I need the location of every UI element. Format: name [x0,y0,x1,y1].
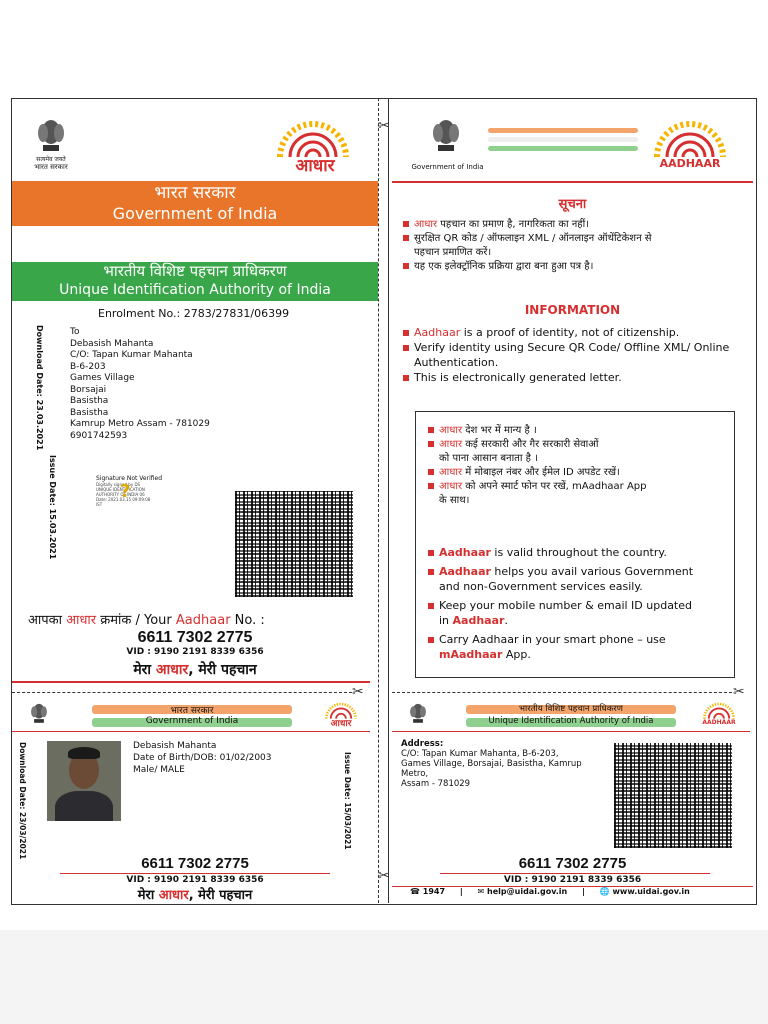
uidai-hindi: भारतीय विशिष्ट पहचान प्राधिकरण [103,262,287,280]
cut-line-horizontal [392,692,732,693]
aadhaar-logo-text: AADHAAR [659,157,721,170]
scissors-icon: ✂ [378,868,390,884]
address-label: Address: [401,739,444,749]
red-rule [12,731,370,732]
notice-item: यह एक इलेक्ट्रॉनिक प्रक्रिया द्वारा बना हुआ पत्र है। [403,260,748,274]
card-tagline: मेरा आधार, मेरी पहचान [137,888,253,903]
download-date: Download Date: 23.03.2021 [35,325,44,451]
card-uidai-english: Unique Identification Authority of India [488,716,654,726]
aadhaar-logo-text: AADHAAR [702,719,736,726]
card-gov-english: Government of India [145,716,239,726]
scissors-icon: ✂ [352,684,364,700]
card-download-date: Download Date: 23/03/2021 [18,742,27,860]
info-item: This is electronically generated letter. [403,370,748,385]
benefits-hindi [428,424,728,508]
card-gov-hindi: भारत सरकार [170,706,214,716]
signature-validity-icon: ? [120,481,131,502]
notice-item: आधार पहचान का प्रमाण है, नागरिकता का नहीं। [403,218,748,232]
background-shade [0,930,768,1024]
signature-status: Signature Not Verified [96,475,163,482]
tricolor-stripe-orange [488,128,638,133]
gov-english-small: Government of India [411,163,484,171]
notice-title: सूचना [558,197,587,212]
card-back-aadhaar-number: 6611 7302 2775 [518,855,627,872]
scissors-icon: ✂ [733,684,745,700]
info-item: Verify identity using Secure QR Code/ Offline XML/ Online [403,340,748,355]
enrolment-number: Enrolment No.: 2783/27831/06399 [98,307,290,320]
benefit-item: Aadhaar helps you avail various Government [428,564,728,579]
holder-dob: Date of Birth/DOB: 01/02/2003 [133,753,272,763]
aadhaar-number: 6611 7302 2775 [137,629,253,646]
address-line: Borsajai [70,384,107,395]
card-vid: VID : 9190 2191 8339 6356 [126,875,264,885]
red-rule [440,873,710,874]
address-line: B-6-203 [70,361,106,372]
card-back-vid: VID : 9190 2191 8339 6356 [503,875,642,885]
address-line: To [70,327,80,337]
red-rule [12,681,370,683]
cut-line-horizontal [12,692,352,693]
holder-photo [47,741,121,821]
benefit-item: Carry Aadhaar in your smart phone – use [428,632,728,647]
card-aadhaar-number: 6611 7302 2775 [141,855,249,872]
info-title: INFORMATION [524,303,621,317]
national-emblem-icon [407,700,429,730]
gov-hindi: भारत सरकार [154,183,236,203]
address-line: C/O: Tapan Kumar Mahanta [70,350,193,360]
government-band [12,181,378,226]
benefit-item-cont: and non-Government services easily. [439,580,643,593]
info-list [403,325,748,385]
uidai-english: Unique Identification Authority of India [59,282,331,298]
helpline-number: 1947 [422,887,446,896]
contact-footer: ☎ 1947 | ✉ help@uidai.gov.in | 🌐 www.uidai.gov.in [410,887,690,896]
help-email: help@uidai.gov.in [487,887,568,896]
notice-item-cont: पहचान प्रमाणित करें। [414,247,492,258]
aadhaar-logo [697,700,741,730]
benefits-english [428,545,728,662]
info-item: Aadhaar is a proof of identity, not of citizenship. [403,325,748,340]
cut-line-vertical [378,98,379,903]
vid-number: VID : 9190 2191 8339 6356 [126,647,264,657]
tricolor-stripe-green [488,146,638,151]
notice-list [403,218,748,274]
benefit-item: Aadhaar is valid throughout the country. [428,545,728,560]
qr-code [235,491,353,597]
address-line: Basistha [70,396,109,406]
emblem-caption: सत्यमेव जयते [36,156,66,163]
red-rule [392,181,753,183]
holder-name: Debasish Mahanta [133,741,217,751]
digital-signature [96,475,206,507]
benefit-item: Keep your mobile number & email ID updated [428,598,728,613]
benefit-item-cont: के साथ। [439,495,470,506]
globe-icon: 🌐 [599,887,610,896]
aadhaar-logo [268,115,358,177]
holder-details [133,740,343,776]
scissors-icon: ✂ [378,118,390,134]
signature-details: Digitally signed by DS UNIQUE IDENTIFICATION AUTHORITY OF INDIA 06 Date: 2021.03.15 09:09:08 IST [96,482,151,507]
tricolor-stripe-white [488,137,638,142]
phone-icon: ☎ [410,887,420,896]
holder-gender: Male/ MALE [133,765,185,775]
gov-english: Government of India [112,204,278,223]
benefit-item: आधार देश भर में मान्य है । [428,424,728,438]
aadhaar-logo [645,115,735,177]
red-rule [60,873,330,874]
benefit-item-cont: in Aadhaar. [439,614,508,627]
uidai-band [12,262,378,301]
address-line: Basistha [70,407,109,418]
benefit-item-cont: को पाना आसान बनाता है । [439,453,538,464]
notice-item: सुरक्षित QR कोड / ऑफलाइन XML / ऑनलाइन ऑथेंटिकेशन से [403,232,748,246]
card-uidai-hindi: भारतीय विशिष्ट पहचान प्राधिकरण [519,704,623,714]
email-icon: ✉ [477,887,485,896]
benefit-item-cont: mAadhaar App. [439,648,531,661]
aadhaar-logo-text: आधार [295,156,335,176]
address-line: C/O: Tapan Kumar Mahanta, B-6-203, [401,749,559,759]
issue-date: Issue Date: 15.03.2021 [48,455,57,560]
card-issue-date: Issue Date: 15/03/2021 [343,752,352,850]
address-line: Kamrup Metro Assam - 781029 [70,419,210,429]
gov-hindi-small: भारत सरकार [34,163,68,171]
panel-divider [388,98,389,903]
address-line: Games Village, Borsajai, Basistha, Kamrup [401,759,582,769]
info-item-cont: Authentication. [414,356,499,369]
benefit-item: आधार में मोबाइल नंबर और ईमेल ID अपडेट रखें। [428,466,728,480]
recipient-address [70,327,270,442]
benefit-item: आधार कई सरकारी और गैर सरकारी सेवाओं [428,438,728,452]
tagline: मेरा आधार, मेरी पहचान [133,662,257,678]
card-address [401,739,606,789]
address-line: 6901742593 [70,430,128,441]
aadhaar-logo [320,700,362,728]
national-emblem-icon [28,700,50,730]
aadhaar-logo-text: आधार [330,719,352,729]
address-line: Metro, [401,769,429,779]
address-line: Assam - 781029 [401,779,471,789]
address-line: Games Village [70,373,135,383]
benefit-item: आधार को अपने स्मार्ट फोन पर रखें, mAadhaar App [428,480,728,494]
address-line: Debasish Mahanta [70,338,154,349]
card-qr-code [614,743,732,848]
your-aadhaar-label: आपका आधार क्रमांक / Your Aadhaar No. : [28,613,265,628]
website: www.uidai.gov.in [612,887,690,896]
national-emblem-icon [428,115,464,165]
red-rule [392,731,750,732]
